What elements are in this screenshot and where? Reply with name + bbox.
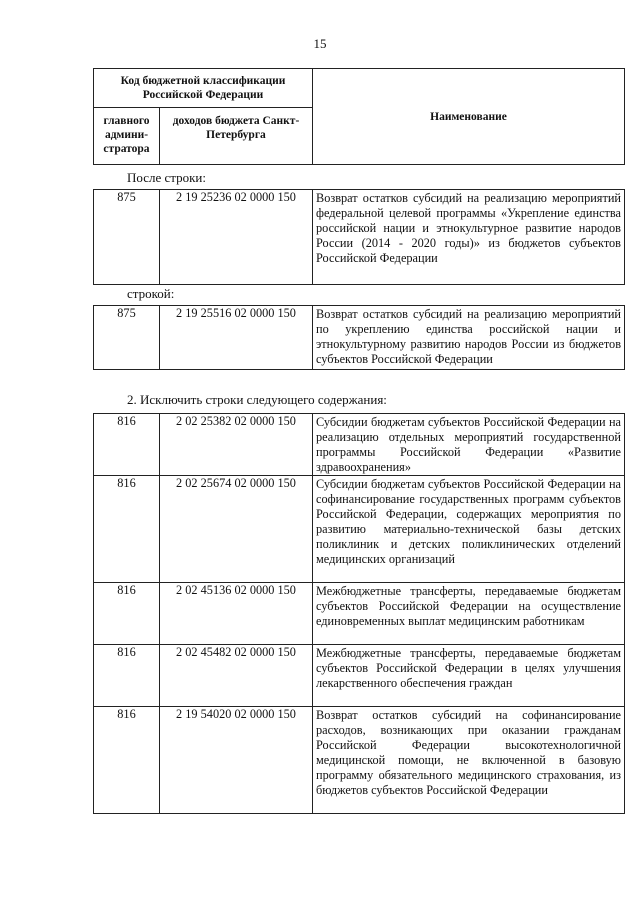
admin-code: 816 [94,476,160,583]
table-row [94,190,625,285]
row-name: Межбюджетные трансферты, передаваемые бюджетам субъектов Российской Федерации на осуществление единовременных выплат медицинским работникам [313,583,625,645]
table-row [94,645,625,707]
admin-code: 875 [94,190,160,285]
page-number: 15 [313,36,327,51]
row-name: Субсидии бюджетам субъектов Российской Федерации на софинансирование государственных программ субъектов Российской Федерации, содержащих мероприятия по развитию материально-технической базы детских поликлиник и детских поликлинических отделений медицинских организаций [313,476,625,583]
row-name: Возврат остатков субсидий на реализацию мероприятий федеральной целевой программы «Укрепление единства российской нации и этнокультурное развитие народов России (2014 - 2020 годы)» из бюджетов субъектов Российской Федерации [313,190,625,285]
header-code-group: Код бюджетной классификации Российской Федерации [94,69,313,108]
row-name: Возврат остатков субсидий на софинансирование расходов, возникающих при оказании гражданам Российской Федерации высокотехнологичной медицинской помощи, не включенной в базовую программу обязательного медицинского страхования, из бюджетов субъектов Российской Федерации [313,707,625,814]
header-admin: главного админи-стратора [94,108,160,165]
table-row [94,583,625,645]
income-code: 2 02 25382 02 0000 150 [160,414,313,476]
admin-code: 816 [94,583,160,645]
income-code: 2 19 25236 02 0000 150 [160,190,313,285]
section-2-title: 2. Исключить строки следующего содержания: [127,392,387,407]
header-income: доходов бюджета Санкт-Петербурга [160,108,313,165]
admin-code: 816 [94,414,160,476]
label-after-row: После строки: [127,170,206,185]
row-name: Субсидии бюджетам субъектов Российской Федерации на реализацию отдельных мероприятий государственной программы Российской Федерации «Развитие здравоохранения» [313,414,625,476]
replacement-row-table [93,305,625,370]
table-row [94,306,625,370]
admin-code: 816 [94,707,160,814]
header-name: Наименование [313,69,625,165]
income-code: 2 19 25516 02 0000 150 [160,306,313,370]
excluded-rows-table [93,413,625,814]
admin-code: 816 [94,645,160,707]
after-row-table [93,189,625,285]
classification-header-table [93,68,625,165]
table-row [94,414,625,476]
table-row [94,476,625,583]
income-code: 2 02 45136 02 0000 150 [160,583,313,645]
income-code: 2 02 45482 02 0000 150 [160,645,313,707]
table-row [94,707,625,814]
label-with-row: строкой: [127,286,175,301]
income-code: 2 19 54020 02 0000 150 [160,707,313,814]
row-name: Межбюджетные трансферты, передаваемые бюджетам субъектов Российской Федерации в целях улучшения лекарственного обеспечения граждан [313,645,625,707]
income-code: 2 02 25674 02 0000 150 [160,476,313,583]
row-name: Возврат остатков субсидий на реализацию мероприятий по укреплению единства российской нации и этнокультурному развитию народов России из бюджетов субъектов Российской Федерации [313,306,625,370]
admin-code: 875 [94,306,160,370]
